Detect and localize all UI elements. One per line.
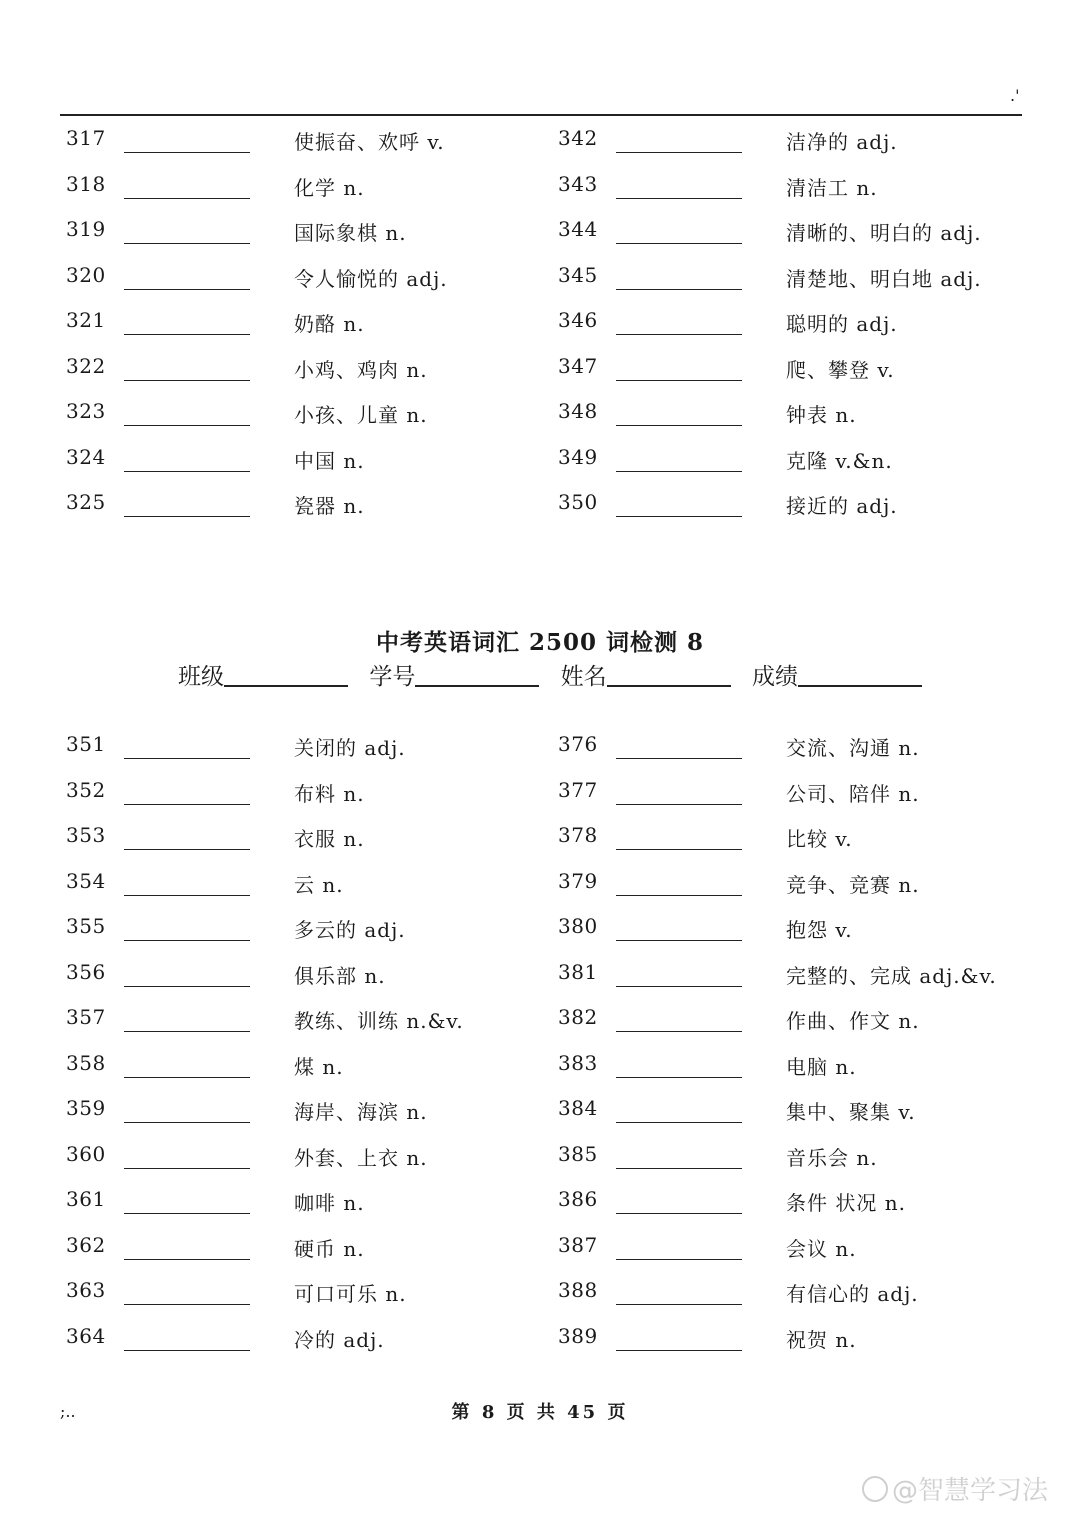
vocab-row	[66, 354, 566, 384]
vocab-row	[558, 263, 1058, 293]
chinese-definition: 海岸、海滨 n.	[294, 1100, 428, 1124]
vocab-row	[66, 445, 566, 475]
score-blank[interactable]	[798, 685, 922, 687]
vocab-row	[558, 490, 1058, 520]
vocab-row	[558, 126, 1058, 156]
chinese-definition: 公司、陪伴 n.	[786, 781, 920, 806]
vocab-row	[66, 172, 566, 202]
chinese-definition: 有信心的 adj.	[786, 1282, 919, 1306]
test-title: 中考英语词汇 2500 词检测 8	[375, 629, 705, 656]
chinese-definition: 教练、训练 n.&v.	[294, 1009, 464, 1033]
answer-blank[interactable]	[124, 1031, 250, 1032]
item-number: 345	[558, 262, 598, 287]
item-number: 387	[558, 1232, 598, 1257]
item-number: 359	[66, 1096, 106, 1120]
answer-blank[interactable]	[124, 1168, 250, 1169]
answer-blank[interactable]	[124, 380, 250, 381]
chinese-definition: 会议 n.	[786, 1236, 857, 1261]
vocab-row	[66, 126, 566, 156]
chinese-definition: 小孩、儿童 n.	[294, 403, 428, 427]
answer-blank[interactable]	[124, 516, 250, 517]
chinese-definition: 多云的 adj.	[294, 918, 406, 942]
answer-blank[interactable]	[616, 334, 742, 335]
watermark-logo-icon	[862, 1476, 888, 1502]
vocab-row	[66, 217, 566, 247]
chinese-definition: 冷的 adj.	[294, 1327, 385, 1352]
chinese-definition: 抱怨 v.	[786, 918, 853, 942]
vocab-row	[558, 172, 1058, 202]
answer-blank[interactable]	[616, 1077, 742, 1078]
name-blank[interactable]	[607, 685, 731, 687]
item-number: 320	[66, 262, 106, 287]
answer-blank[interactable]	[124, 243, 250, 244]
item-number: 364	[66, 1323, 106, 1348]
vocab-row	[558, 869, 1058, 899]
answer-blank[interactable]	[616, 1031, 742, 1032]
name-label: 姓名	[560, 664, 607, 690]
answer-blank[interactable]	[124, 471, 250, 472]
item-number: 352	[66, 777, 106, 802]
item-number: 323	[66, 399, 106, 423]
item-number: 385	[558, 1141, 598, 1166]
chinese-definition: 令人愉悦的 adj.	[294, 266, 448, 291]
chinese-definition: 聪明的 adj.	[786, 312, 898, 336]
item-number: 318	[66, 171, 106, 196]
item-number: 348	[558, 399, 598, 423]
answer-blank[interactable]	[124, 1350, 250, 1351]
chinese-definition: 衣服 n.	[294, 827, 365, 851]
vocab-row	[66, 1096, 566, 1126]
chinese-definition: 使振奋、欢呼 v.	[294, 130, 445, 154]
chinese-definition: 化学 n.	[294, 175, 365, 200]
answer-blank[interactable]	[124, 804, 250, 805]
class-blank[interactable]	[224, 685, 348, 687]
vocab-row	[66, 778, 566, 808]
answer-blank[interactable]	[616, 895, 742, 896]
vocab-row	[66, 1278, 566, 1308]
vocab-row	[558, 1324, 1058, 1354]
item-number: 343	[558, 171, 598, 196]
chinese-definition: 爬、攀登 v.	[786, 357, 895, 382]
answer-blank[interactable]	[616, 758, 742, 759]
answer-blank[interactable]	[616, 198, 742, 199]
item-number: 389	[558, 1323, 598, 1348]
answer-blank[interactable]	[124, 152, 250, 153]
answer-blank[interactable]	[124, 1213, 250, 1214]
vocab-row	[66, 399, 566, 429]
item-number: 362	[66, 1232, 106, 1257]
chinese-definition: 清晰的、明白的 adj.	[786, 221, 982, 245]
vocab-row	[66, 960, 566, 990]
chinese-definition: 小鸡、鸡肉 n.	[294, 357, 428, 382]
vocab-row	[66, 308, 566, 338]
item-number: 344	[558, 217, 598, 241]
vocab-row	[558, 445, 1058, 475]
item-number: 376	[558, 732, 598, 756]
item-number: 354	[66, 868, 106, 893]
answer-blank[interactable]	[616, 1213, 742, 1214]
header-rule	[60, 114, 1022, 116]
item-number: 350	[558, 490, 598, 514]
chinese-definition: 可口可乐 n.	[294, 1282, 407, 1306]
vocab-row	[558, 1051, 1058, 1081]
item-number: 358	[66, 1050, 106, 1075]
item-number: 381	[558, 959, 598, 984]
answer-blank[interactable]	[124, 940, 250, 941]
answer-blank[interactable]	[124, 758, 250, 759]
vocab-row	[558, 217, 1058, 247]
item-number: 383	[558, 1050, 598, 1075]
item-number: 321	[66, 308, 106, 332]
item-number: 325	[66, 490, 106, 514]
header-corner-mark: .'	[1010, 86, 1020, 105]
chinese-definition: 洁净的 adj.	[786, 130, 898, 154]
answer-blank[interactable]	[616, 986, 742, 987]
vocab-row	[66, 1233, 566, 1263]
item-number: 349	[558, 444, 598, 469]
vocab-row	[66, 823, 566, 853]
vocab-row	[558, 778, 1058, 808]
item-number: 322	[66, 353, 106, 378]
student-number-label: 学号	[369, 664, 416, 690]
answer-blank[interactable]	[124, 289, 250, 290]
page-number: 第 8 页 共 45 页	[451, 1402, 629, 1423]
watermark	[862, 1470, 1048, 1507]
chinese-definition: 作曲、作文 n.	[786, 1009, 920, 1033]
vocab-row	[66, 1187, 566, 1217]
score-label: 成绩	[751, 664, 798, 690]
item-number: 380	[558, 914, 598, 938]
chinese-definition: 关闭的 adj.	[294, 736, 406, 760]
chinese-definition: 完整的、完成 adj.&v.	[786, 963, 997, 988]
chinese-definition: 瓷器 n.	[294, 494, 365, 518]
chinese-definition: 接近的 adj.	[786, 494, 898, 518]
answer-blank[interactable]	[616, 380, 742, 381]
vocab-row	[66, 1005, 566, 1035]
answer-blank[interactable]	[124, 425, 250, 426]
item-number: 347	[558, 353, 598, 378]
answer-blank[interactable]	[616, 152, 742, 153]
vocab-row	[558, 1187, 1058, 1217]
vocab-row	[66, 490, 566, 520]
vocab-row	[66, 869, 566, 899]
chinese-definition: 竞争、竞赛 n.	[786, 872, 920, 897]
vocab-row	[558, 1233, 1058, 1263]
item-number: 351	[66, 732, 106, 756]
chinese-definition: 清楚地、明白地 adj.	[786, 266, 982, 291]
vocab-row	[558, 960, 1058, 990]
footer-corner-mark: ;..	[60, 1402, 76, 1421]
item-number: 377	[558, 777, 598, 802]
answer-blank[interactable]	[616, 425, 742, 426]
chinese-definition: 煤 n.	[294, 1054, 344, 1079]
answer-blank[interactable]	[124, 1122, 250, 1123]
item-number: 355	[66, 914, 106, 938]
item-number: 356	[66, 959, 106, 984]
vocab-row	[66, 263, 566, 293]
chinese-definition: 俱乐部 n.	[294, 963, 386, 988]
chinese-definition: 布料 n.	[294, 781, 365, 806]
vocab-row	[558, 732, 1058, 762]
item-number: 342	[558, 126, 598, 150]
class-label: 班级	[178, 664, 224, 690]
vocab-row	[66, 914, 566, 944]
chinese-definition: 奶酪 n.	[294, 312, 365, 336]
answer-blank[interactable]	[616, 849, 742, 850]
vocab-row	[558, 1096, 1058, 1126]
chinese-definition: 硬币 n.	[294, 1236, 365, 1261]
answer-blank[interactable]	[616, 471, 742, 472]
vocab-row	[558, 1005, 1058, 1035]
answer-blank[interactable]	[616, 804, 742, 805]
vocab-row	[558, 1142, 1058, 1172]
item-number: 317	[66, 126, 106, 150]
chinese-definition: 咖啡 n.	[294, 1191, 365, 1215]
chinese-definition: 电脑 n.	[786, 1054, 857, 1079]
item-number: 357	[66, 1005, 106, 1029]
answer-blank[interactable]	[124, 986, 250, 987]
answer-blank[interactable]	[124, 198, 250, 199]
vocab-row	[66, 1051, 566, 1081]
vocab-row	[558, 308, 1058, 338]
answer-blank[interactable]	[124, 1304, 250, 1305]
answer-blank[interactable]	[616, 289, 742, 290]
answer-blank[interactable]	[616, 516, 742, 517]
chinese-definition: 中国 n.	[294, 448, 365, 473]
item-number: 353	[66, 823, 106, 847]
answer-blank[interactable]	[616, 1350, 742, 1351]
vocab-row	[66, 1324, 566, 1354]
chinese-definition: 交流、沟通 n.	[786, 736, 920, 760]
chinese-definition: 克隆 v.&n.	[786, 448, 893, 473]
chinese-definition: 外套、上衣 n.	[294, 1145, 428, 1170]
answer-blank[interactable]	[616, 1259, 742, 1260]
item-number: 324	[66, 444, 106, 469]
answer-blank[interactable]	[616, 243, 742, 244]
vocab-row	[66, 1142, 566, 1172]
chinese-definition: 祝贺 n.	[786, 1327, 857, 1352]
chinese-definition: 钟表 n.	[786, 403, 857, 427]
answer-blank[interactable]	[124, 1259, 250, 1260]
item-number: 386	[558, 1187, 598, 1211]
student-number-blank[interactable]	[415, 685, 539, 687]
item-number: 388	[558, 1278, 598, 1302]
item-number: 378	[558, 823, 598, 847]
item-number: 363	[66, 1278, 106, 1302]
answer-blank[interactable]	[616, 1122, 742, 1123]
item-number: 382	[558, 1005, 598, 1029]
vocab-row	[558, 1278, 1058, 1308]
chinese-definition: 云 n.	[294, 872, 344, 897]
watermark-text: @智慧学习法	[892, 1476, 1049, 1506]
chinese-definition: 集中、聚集 v.	[786, 1100, 916, 1124]
answer-blank[interactable]	[124, 334, 250, 335]
chinese-definition: 条件 状况 n.	[786, 1191, 906, 1215]
vocab-row	[66, 732, 566, 762]
student-info-line	[178, 658, 936, 691]
answer-blank[interactable]	[124, 1077, 250, 1078]
answer-blank[interactable]	[616, 1168, 742, 1169]
chinese-definition: 清洁工 n.	[786, 175, 878, 200]
chinese-definition: 国际象棋 n.	[294, 221, 407, 245]
vocab-row	[558, 823, 1058, 853]
answer-blank[interactable]	[616, 1304, 742, 1305]
item-number: 379	[558, 868, 598, 893]
item-number: 346	[558, 308, 598, 332]
chinese-definition: 比较 v.	[786, 827, 853, 851]
item-number: 360	[66, 1141, 106, 1166]
answer-blank[interactable]	[124, 849, 250, 850]
item-number: 361	[66, 1187, 106, 1211]
answer-blank[interactable]	[124, 895, 250, 896]
answer-blank[interactable]	[616, 940, 742, 941]
vocab-row	[558, 399, 1058, 429]
item-number: 384	[558, 1096, 598, 1120]
item-number: 319	[66, 217, 106, 241]
vocab-row	[558, 914, 1058, 944]
vocab-row	[558, 354, 1058, 384]
chinese-definition: 音乐会 n.	[786, 1145, 878, 1170]
